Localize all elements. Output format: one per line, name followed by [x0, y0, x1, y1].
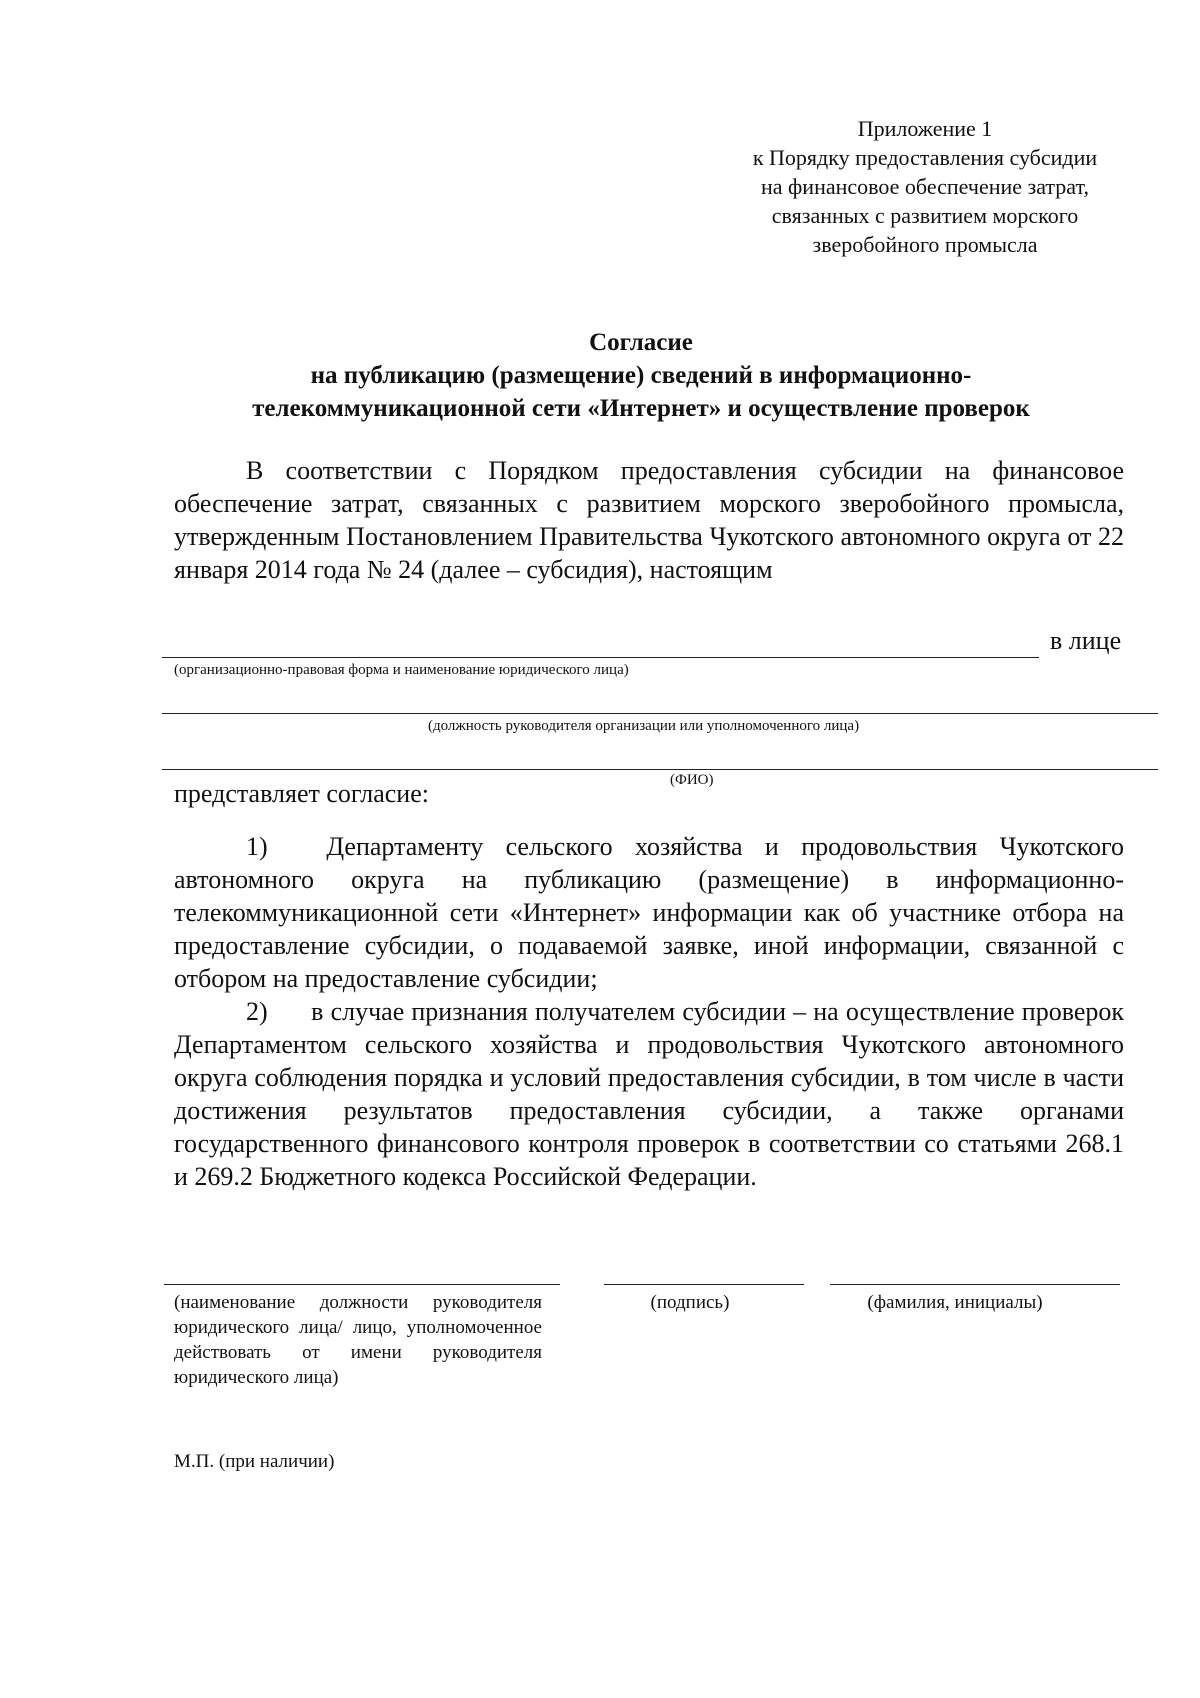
clause-item: [174, 995, 1124, 1193]
consent-clauses: [174, 830, 1124, 1193]
signature-caption: (подпись): [650, 1292, 730, 1313]
title-line-2: на публикацию (размещение) сведений в информационно-: [310, 362, 972, 389]
clause-item: [174, 830, 1124, 995]
signer-position-field[interactable]: [164, 1284, 560, 1285]
org-name-caption: (организационно-правовая форма и наименование юридического лица): [174, 662, 629, 678]
appendix-header: [720, 114, 1130, 259]
consent-lead: представляет согласие:: [174, 779, 429, 808]
title-line-3: телекоммуникационной сети «Интернет» и осуществление проверок: [252, 395, 1030, 422]
in-person-label: в лице: [1050, 626, 1122, 655]
position-caption: (должность руководителя организации или уполномоченного лица): [428, 718, 860, 734]
clause-text: в случае признания получателем субсидии – на осуществление проверок Департаментом сельского хозяйства и продовольствия Чукотского автономного округа соблюдения порядка и условий предоставления субсидии, в том числе в части достижения результатов предоставления субсидии, а также органами государственного финансового контроля проверок в соответствии со статьями 268.1 и 269.2 Бюджетного кодекса Российской Федерации.: [174, 997, 1124, 1191]
signer-name-field[interactable]: [830, 1284, 1120, 1285]
fio-field[interactable]: [162, 769, 1158, 770]
signer-name-caption: (фамилия, инициалы): [867, 1292, 1043, 1313]
appendix-line-4: связанных с развитием морского: [771, 203, 1079, 228]
document-title: [150, 326, 1132, 425]
appendix-line-3: на финансовое обеспечение затрат,: [761, 174, 1089, 199]
signer-position-caption: (наименование должности руководителя юридического лица/ лицо, уполномоченное действовать от имени руководителя юридического лица): [174, 1292, 542, 1388]
title-line-1: Согласие: [589, 329, 693, 356]
fio-caption: (ФИО): [670, 772, 714, 788]
org-name-field[interactable]: [162, 657, 1039, 658]
appendix-line-5: зверобойного промысла: [812, 232, 1038, 257]
appendix-number: Приложение 1: [857, 116, 993, 141]
position-field[interactable]: [162, 713, 1158, 714]
stamp-place-label: М.П. (при наличии): [174, 1451, 335, 1472]
appendix-line-2: к Порядку предоставления субсидии: [752, 145, 1098, 170]
intro-paragraph: В соответствии с Порядком предоставления субсидии на финансовое обеспечение затрат, связанных с развитием морского зверобойного промысла, утвержденным Постановлением Правительства Чукотского автономного округа от 22 января 2014 года № 24 (далее – субсидия), настоящим: [174, 456, 1124, 584]
signature-field[interactable]: [604, 1284, 804, 1285]
clause-number: 2): [246, 997, 268, 1026]
clause-number: 1): [246, 832, 268, 861]
clause-text: Департаменту сельского хозяйства и продовольствия Чукотского автономного округа на публикацию (размещение) в информационно-телекоммуникационной сети «Интернет» информации как об участнике отбора на предоставление субсидии, о подаваемой заявке, иной информации, связанной с отбором на предоставление субсидии;: [174, 832, 1124, 993]
